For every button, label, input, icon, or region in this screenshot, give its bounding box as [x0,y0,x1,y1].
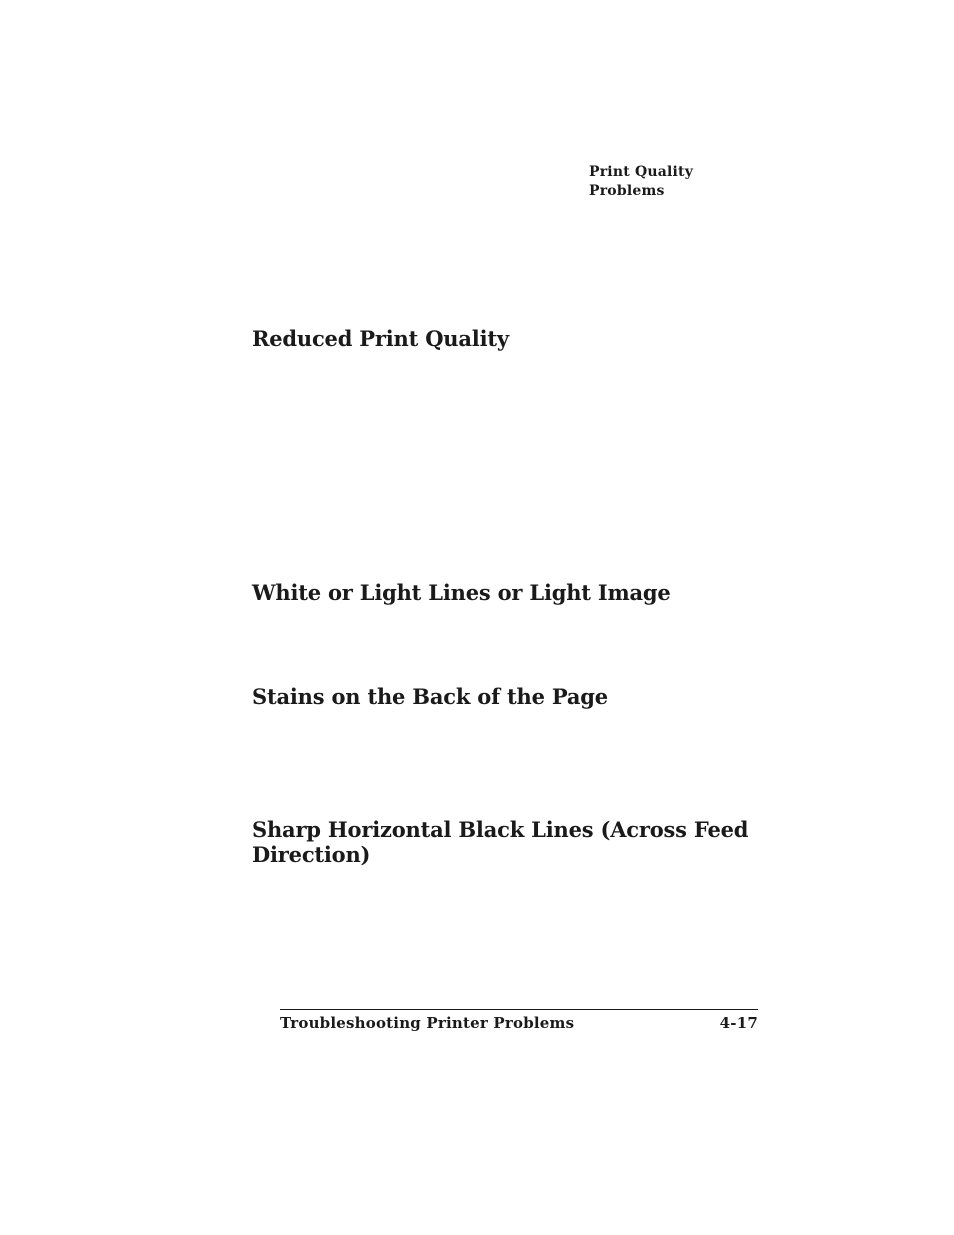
running-head [589,163,693,201]
section-heading-stains-back: Stains on the Back of the Page [252,684,608,709]
running-head-line1: Print Quality [589,164,694,180]
section-heading-reduced-print-quality: Reduced Print Quality [252,326,509,351]
footer-chapter-title: Troubleshooting Printer Problems [280,1014,575,1032]
footer-divider [280,1009,758,1010]
footer-page-number: 4-17 [719,1014,758,1032]
section-heading-sharp-horizontal-lines: Sharp Horizontal Black Lines (Across Feed Direction) [252,817,749,867]
running-head-line2: Problems [589,183,665,199]
section-heading-white-light-lines: White or Light Lines or Light Image [252,580,671,605]
